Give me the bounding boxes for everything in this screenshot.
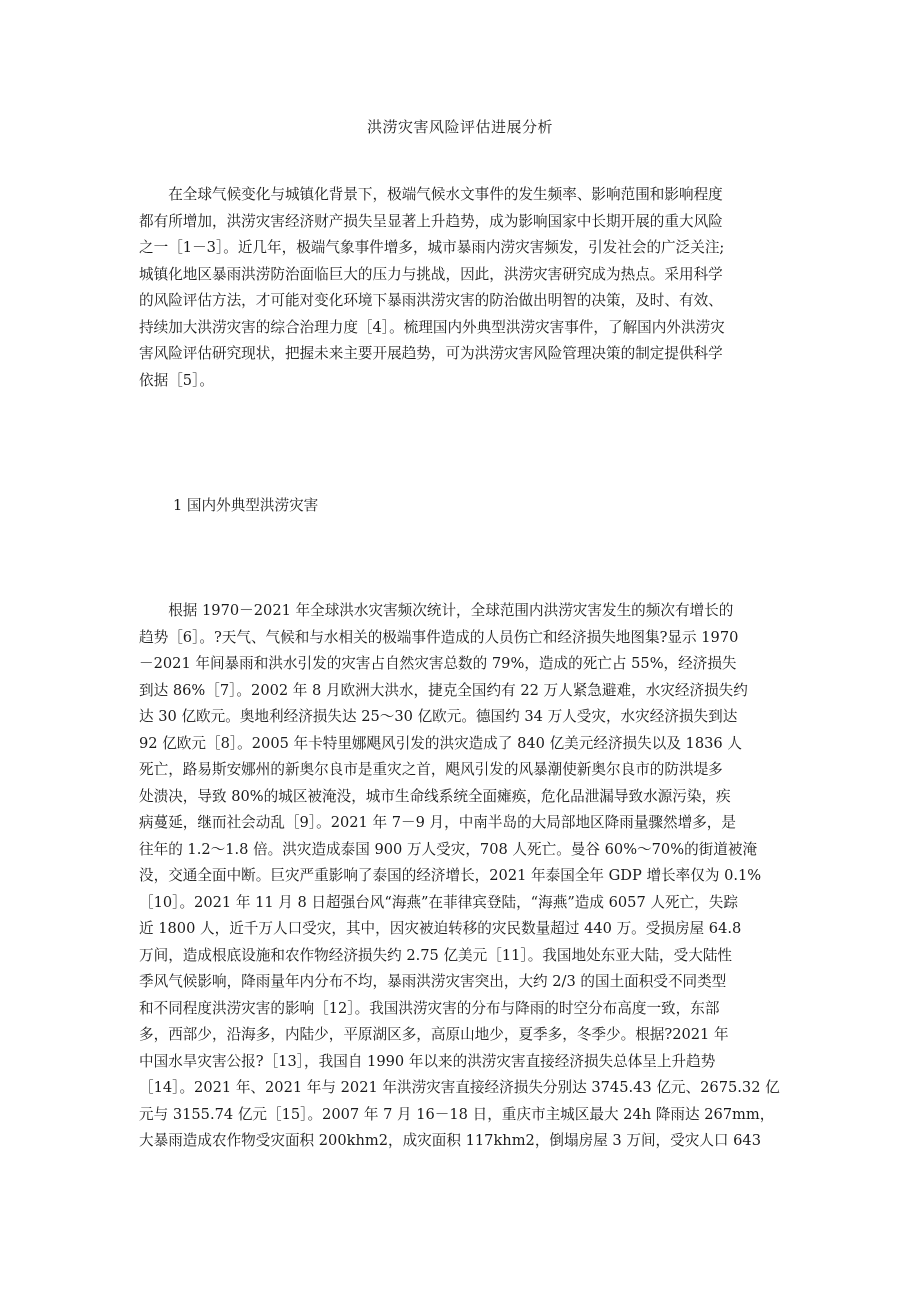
text-line: ［14］。2021 年、2021 年与 2021 年洪涝灾害直接经济损失分别达 3745.43 亿元、2675.32 亿	[139, 1079, 780, 1096]
document-title: 洪涝灾害风险评估进展分析	[366, 118, 553, 136]
text-line: 在全球气候变化与城镇化背景下，极端气候水文事件的发生频率、影响范围和影响程度	[139, 186, 723, 203]
text-line: 没，交通全面中断。巨灾严重影响了泰国的经济增长，2021 年泰国全年 GDP 增长率仅为 0.1%	[139, 867, 762, 884]
text-line: ［10］。2021 年 11 月 8 日超强台风“海燕”在菲律宾登陆，“海燕”造成 6057 人死亡，失踪	[139, 893, 738, 911]
text-line: 依据［5］。	[139, 371, 214, 389]
text-line: 往年的 1.2～1.8 倍。洪灾造成泰国 900 万人受灾，708 人死亡。曼谷 60%～70%的街道被淹	[139, 840, 758, 858]
text-line: 元与 3155.74 亿元［15］。2007 年 7 月 16－18 日，重庆市主城区最大 24h 降雨达 267mm，	[139, 1105, 775, 1123]
text-line: 持续加大洪涝灾害的综合治理力度［4］。梳理国内外典型洪涝灾害事件，了解国内外洪涝灾	[139, 318, 725, 336]
text-line: 到达 86%［7］。2002 年 8 月欧洲大洪水，捷克全国约有 22 万人紧急避难，水灾经济损失约	[139, 681, 748, 699]
text-line: 趋势［6］。?天气、气候和与水相关的极端事件造成的人员伤亡和经济损失地图集?显示 1970	[139, 628, 739, 646]
text-line: 处溃决，导致 80%的城区被淹没，城市生命线系统全面瘫痪，危化品泄漏导致水源污染，疾	[139, 787, 731, 805]
text-line: 病蔓延，继而社会动乱［9］。2021 年 7－9 月，中南半岛的大局部地区降雨量骤然增多，是	[139, 814, 736, 831]
text-line: 近 1800 人，近千万人口受灾，其中，因灾被迫转移的灾民数量超过 440 万。受损房屋 64.8	[139, 920, 742, 937]
text-line: 城镇化地区暴雨洪涝防治面临巨大的压力与挑战，因此，洪涝灾害研究成为热点。采用科学	[139, 265, 723, 283]
text-line: 达 30 亿欧元。奥地利经济损失达 25～30 亿欧元。德国约 34 万人受灾，水灾经济损失到达	[139, 708, 738, 725]
intro-paragraph	[139, 182, 779, 394]
body-paragraph	[139, 598, 779, 1155]
text-line: 大暴雨造成农作物受灾面积 200khm2，成灾面积 117khm2，倒塌房屋 3 万间，受灾人口 643	[139, 1132, 761, 1149]
text-line: 死亡，路易斯安娜州的新奥尔良市是重灾之首，飓风引发的风暴潮使新奥尔良市的防洪堤多	[139, 761, 723, 778]
text-line: 季风气候影响，降雨量年内分布不均，暴雨洪涝灾害突出，大约 2/3 的国土面积受不同类型	[139, 973, 727, 990]
text-line: 的风险评估方法，才可能对变化环境下暴雨洪涝灾害的防治做出明智的决策，及时、有效、	[139, 292, 723, 309]
text-line: 万间，造成根底设施和农作物经济损失约 2.75 亿美元［11］。我国地处东亚大陆，受大陆性	[139, 946, 733, 964]
section-heading: 1 国内外典型洪涝灾害	[173, 497, 319, 514]
text-line: 中国水旱灾害公报?［13］，我国自 1990 年以来的洪涝灾害直接经济损失总体呈上升趋势	[139, 1052, 716, 1070]
text-line: 害风险评估研究现状，把握未来主要开展趋势，可为洪涝灾害风险管理决策的制定提供科学	[139, 345, 723, 362]
text-line: 多，西部少，沿海多，内陆少，平原湖区多，高原山地少，夏季多，冬季少。根据?2021 年	[139, 1026, 729, 1043]
text-line: 都有所增加，洪涝灾害经济财产损失呈显著上升趋势，成为影响国家中长期开展的重大风险	[139, 212, 723, 230]
text-line: 和不同程度洪涝灾害的影响［12］。我国洪涝灾害的分布与降雨的时空分布高度一致，东部	[139, 999, 720, 1017]
text-line: 92 亿欧元［8］。2005 年卡特里娜飓风引发的洪灾造成了 840 亿美元经济损失以及 1836 人	[139, 734, 742, 752]
text-line: －2021 年间暴雨和洪水引发的灾害占自然灾害总数的 79%，造成的死亡占 55%，经济损失	[139, 655, 737, 672]
text-line: 根据 1970－2021 年全球洪水灾害频次统计，全球范围内洪涝灾害发生的频次有增长的	[139, 602, 734, 619]
text-line: 之一［1－3］。近几年，极端气象事件增多，城市暴雨内涝灾害频发，引发社会的广泛关注;	[139, 239, 725, 256]
